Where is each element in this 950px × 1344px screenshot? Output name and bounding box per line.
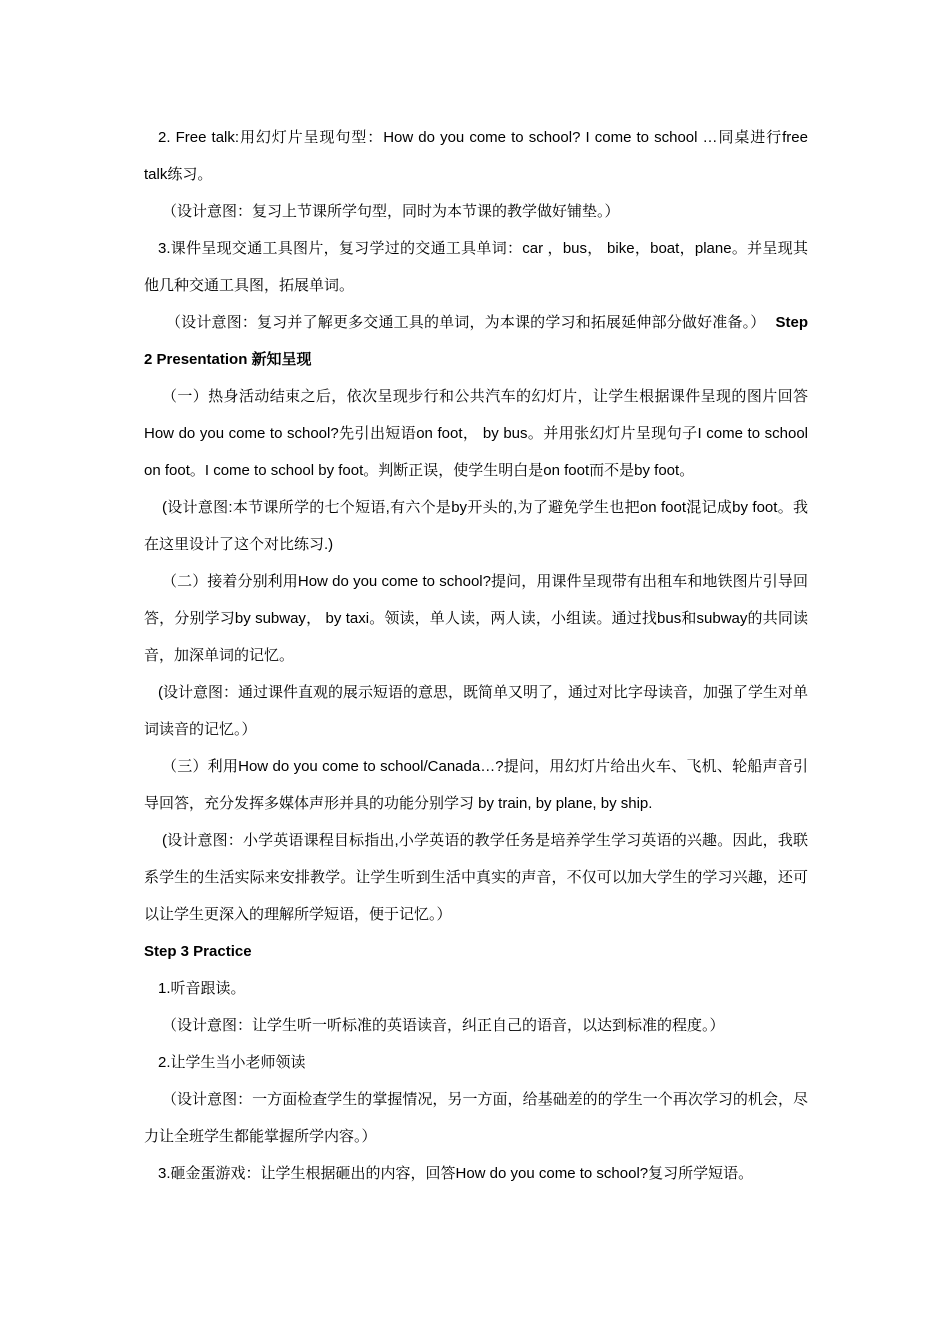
step2-heading: Step 2 Presentation 新知呈现 xyxy=(144,314,808,368)
paragraph-free-talk: 2. Free talk:用幻灯片呈现句型：How do you come to school? I come to school …同桌进行free talk练习。 xyxy=(144,129,808,183)
paragraph-presentation-2: （二）接着分别利用How do you come to school?提问，用课件呈现带有出租车和地铁图片引导回答，分别学习by subway， by taxi。领读，单人读，两人读，小组读。通过找bus和subway的共同读音，加深单词的记忆。 xyxy=(144,573,808,664)
paragraph-design-intent-2-wrap xyxy=(144,304,808,378)
paragraph-practice-1: 1.听音跟读。 xyxy=(158,980,246,997)
paragraph-design-intent-4: (设计意图：通过课件直观的展示短语的意思，既简单又明了，通过对比字母读音，加强了学生对单词读音的记忆。） xyxy=(144,684,808,738)
paragraph-practice-3: 3.砸金蛋游戏：让学生根据砸出的内容，回答How do you come to school?复习所学短语。 xyxy=(158,1165,754,1182)
paragraph-presentation-1: （一）热身活动结束之后，依次呈现步行和公共汽车的幻灯片，让学生根据课件呈现的图片回答How do you come to school?先引出短语on foot， by bus。并用张幻灯片呈现句子I come to school on foot。I come to school by foot。判断正误，使学生明白是on foot而不是by foot。 xyxy=(144,388,808,479)
paragraph-design-intent-2: （设计意图：复习并了解更多交通工具的单词，为本课的学习和拓展延伸部分做好准备。） xyxy=(166,314,766,331)
document-body xyxy=(144,119,808,1192)
paragraph-design-intent-3: (设计意图:本节课所学的七个短语,有六个是by开头的,为了避免学生也把on foot混记成by foot。我在这里设计了这个对比练习.) xyxy=(144,499,808,553)
paragraph-design-intent-7: （设计意图：一方面检查学生的掌握情况，另一方面，给基础差的的学生一个再次学习的机会，尽力让全班学生都能掌握所学内容。） xyxy=(144,1091,808,1145)
paragraph-design-intent-1: （设计意图：复习上节课所学句型，同时为本节课的教学做好铺垫。） xyxy=(162,203,620,220)
step3-heading: Step 3 Practice xyxy=(144,943,252,960)
paragraph-design-intent-6: （设计意图：让学生听一听标准的英语读音，纠正自己的语音，以达到标准的程度。） xyxy=(162,1017,725,1034)
paragraph-presentation-3: （三）利用How do you come to school/Canada…?提问，用幻灯片给出火车、飞机、轮船声音引导回答，充分发挥多媒体声形并具的功能分别学习 by train, by plane, by ship. xyxy=(144,758,808,812)
paragraph-design-intent-5: (设计意图：小学英语课程目标指出,小学英语的教学任务是培养学生学习英语的兴趣。因此，我联系学生的生活实际来安排教学。让学生听到生活中真实的声音，不仅可以加大学生的学习兴趣，还可以让学生更深入的理解所学短语，便于记忆。） xyxy=(144,832,808,923)
paragraph-practice-2: 2.让学生当小老师领读 xyxy=(158,1054,306,1071)
paragraph-transport-review: 3.课件呈现交通工具图片，复习学过的交通工具单词：car ，bus， bike，boat，plane。并呈现其他几种交通工具图，拓展单词。 xyxy=(144,240,808,294)
